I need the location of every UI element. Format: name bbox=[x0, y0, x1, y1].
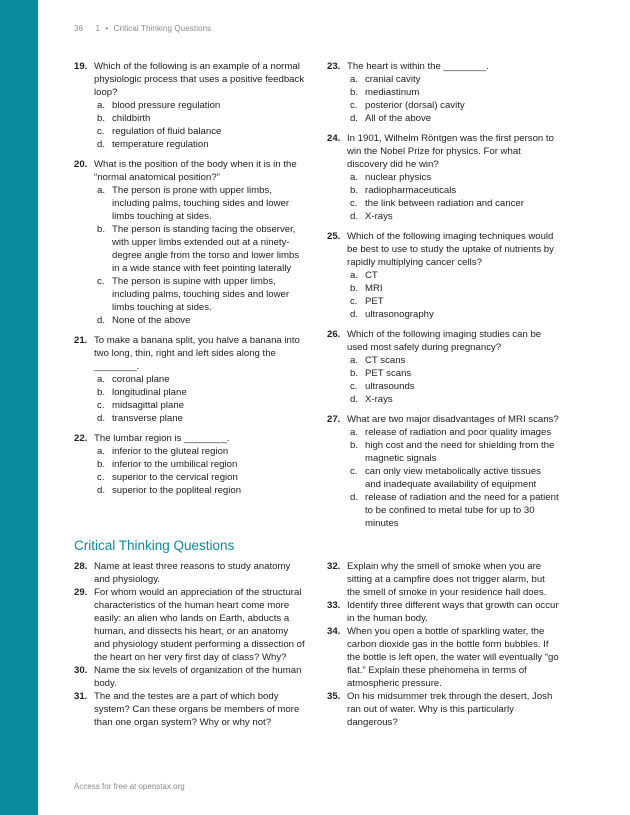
option-letter: d. bbox=[350, 309, 359, 320]
option-text: coronal plane bbox=[112, 374, 170, 385]
question-number: 32. bbox=[327, 561, 341, 572]
option-letter: c. bbox=[350, 296, 358, 307]
answer-option bbox=[94, 99, 306, 112]
option-letter: c. bbox=[350, 466, 358, 477]
option-text: mediastinum bbox=[365, 87, 420, 98]
question-text: The heart is within the ________. bbox=[347, 61, 489, 72]
answer-option bbox=[94, 399, 306, 412]
option-letter: b. bbox=[97, 224, 106, 235]
option-text: blood pressure regulation bbox=[112, 100, 221, 111]
answer-options bbox=[347, 354, 559, 406]
critical-questions-left bbox=[74, 560, 306, 729]
answer-option bbox=[94, 184, 306, 223]
question-text: For whom would an appreciation of the structural characteristics of the human heart come more easily: an alien who lands on Earth, abducts a human, and dissects his heart, or an anatomy and physiology student performing a dissection of the heart on her very first day of class? Why? bbox=[94, 587, 305, 663]
option-letter: c. bbox=[97, 400, 105, 411]
answer-option bbox=[347, 282, 559, 295]
question-number: 34. bbox=[327, 626, 341, 637]
option-letter: a. bbox=[97, 100, 106, 111]
option-text: childbirth bbox=[112, 113, 151, 124]
question-number: 31. bbox=[74, 691, 88, 702]
answer-options bbox=[94, 445, 306, 497]
page-number: 36 bbox=[74, 24, 84, 33]
answer-option bbox=[94, 373, 306, 386]
answer-option bbox=[347, 465, 559, 491]
question-number: 23. bbox=[327, 61, 341, 72]
answer-option bbox=[347, 295, 559, 308]
question-text: Name at least three reasons to study anatomy and physiology. bbox=[94, 561, 291, 585]
answer-option bbox=[94, 471, 306, 484]
question-item bbox=[327, 132, 559, 223]
answer-options bbox=[94, 184, 306, 327]
option-letter: c. bbox=[350, 381, 358, 392]
question-item bbox=[327, 60, 559, 125]
question-number: 21. bbox=[74, 335, 88, 346]
option-text: superior to the popliteal region bbox=[112, 485, 242, 496]
question-text: Which of the following imaging techniques would be best to use to study the uptake of nutrients by rapidly multiplying cancer cells? bbox=[347, 231, 554, 268]
answer-option bbox=[347, 269, 559, 282]
question-text: Identify three different ways that growth can occur in the human body. bbox=[347, 600, 559, 624]
option-letter: d. bbox=[97, 139, 106, 150]
option-text: can only view metabolically active tissues and inadequate availability of equipment bbox=[365, 466, 541, 490]
option-text: CT bbox=[365, 270, 378, 281]
option-letter: d. bbox=[97, 485, 106, 496]
option-letter: b. bbox=[350, 185, 359, 196]
header-bullet: • bbox=[105, 24, 109, 33]
question-text: When you open a bottle of sparkling water, the carbon dioxide gas in the bottle form bubbles. If the bottle is left open, the water will eventually “go flat.” Explain these phenomena in terms of atmospheric pressure. bbox=[347, 626, 559, 689]
question-number: 22. bbox=[74, 433, 88, 444]
question-text: The lumbar region is ________. bbox=[94, 433, 230, 444]
answer-option bbox=[347, 426, 559, 439]
question-text: In 1901, Wilhelm Röntgen was the first person to win the Nobel Prize for physics. For what discovery did he win? bbox=[347, 133, 554, 170]
section-name: Critical Thinking Questions bbox=[113, 24, 212, 33]
critical-questions-right bbox=[327, 560, 559, 729]
running-header bbox=[74, 24, 211, 33]
option-text: inferior to the umbilical region bbox=[112, 459, 238, 470]
answer-option bbox=[347, 393, 559, 406]
option-text: None of the above bbox=[112, 315, 191, 326]
answer-option bbox=[94, 138, 306, 151]
option-text: The person is prone with upper limbs, including palms, touching sides and lower limbs touching at sides. bbox=[112, 185, 290, 222]
question-text: To make a banana split, you halve a banana into two long, thin, right and left sides along the ________. bbox=[94, 335, 300, 372]
option-letter: a. bbox=[97, 446, 106, 457]
option-letter: b. bbox=[97, 113, 106, 124]
answer-options bbox=[94, 373, 306, 425]
answer-option bbox=[347, 184, 559, 197]
question-item bbox=[74, 334, 306, 425]
option-text: midsagittal plane bbox=[112, 400, 184, 411]
question-text: Name the six levels of organization of the human body. bbox=[94, 665, 302, 689]
option-letter: a. bbox=[97, 185, 106, 196]
option-letter: d. bbox=[97, 413, 106, 424]
option-text: X-rays bbox=[365, 211, 393, 222]
option-text: X-rays bbox=[365, 394, 393, 405]
option-letter: a. bbox=[97, 374, 106, 385]
option-text: ultrasonography bbox=[365, 309, 434, 320]
option-text: longitudinal plane bbox=[112, 387, 187, 398]
option-letter: d. bbox=[97, 315, 106, 326]
answer-option bbox=[347, 112, 559, 125]
option-letter: a. bbox=[350, 172, 359, 183]
question-item bbox=[74, 664, 306, 690]
question-number: 35. bbox=[327, 691, 341, 702]
question-number: 28. bbox=[74, 561, 88, 572]
option-text: release of radiation and poor quality images bbox=[365, 427, 552, 438]
answer-option bbox=[347, 308, 559, 321]
option-letter: c. bbox=[97, 126, 105, 137]
answer-option bbox=[347, 491, 559, 530]
side-color-bar bbox=[0, 0, 38, 815]
answer-options bbox=[347, 73, 559, 125]
option-text: radiopharmaceuticals bbox=[365, 185, 457, 196]
option-text: CT scans bbox=[365, 355, 406, 366]
option-letter: d. bbox=[350, 492, 359, 503]
option-letter: b. bbox=[350, 440, 359, 451]
answer-option bbox=[94, 445, 306, 458]
answer-option bbox=[347, 354, 559, 367]
option-letter: a. bbox=[350, 270, 359, 281]
option-text: temperature regulation bbox=[112, 139, 209, 150]
answer-option bbox=[347, 171, 559, 184]
option-letter: c. bbox=[350, 100, 358, 111]
question-item bbox=[74, 60, 306, 151]
answer-option bbox=[94, 112, 306, 125]
answer-option bbox=[94, 125, 306, 138]
option-text: superior to the cervical region bbox=[112, 472, 238, 483]
question-text: Which of the following is an example of a normal physiologic process that uses a positive feedback loop? bbox=[94, 61, 305, 98]
option-text: cranial cavity bbox=[365, 74, 421, 85]
answer-option bbox=[94, 412, 306, 425]
option-text: transverse plane bbox=[112, 413, 183, 424]
question-item bbox=[327, 690, 559, 729]
question-number: 29. bbox=[74, 587, 88, 598]
question-text: Which of the following imaging studies can be used most safely during pregnancy? bbox=[347, 329, 542, 353]
question-text: What is the position of the body when it is in the “normal anatomical position?” bbox=[94, 159, 297, 183]
option-text: MRI bbox=[365, 283, 383, 294]
page-footer: Access for free at openstax.org bbox=[74, 782, 185, 791]
option-letter: d. bbox=[350, 113, 359, 124]
question-item bbox=[74, 432, 306, 497]
question-item bbox=[74, 560, 306, 586]
option-letter: b. bbox=[350, 368, 359, 379]
question-text: On his midsummer trek through the desert, Josh ran out of water. Why is this particularly dangerous? bbox=[347, 691, 553, 728]
option-letter: c. bbox=[97, 472, 105, 483]
question-number: 24. bbox=[327, 133, 341, 144]
review-questions-left bbox=[74, 60, 306, 504]
answer-option bbox=[347, 367, 559, 380]
answer-option bbox=[94, 223, 306, 275]
review-questions-right bbox=[327, 60, 559, 537]
option-letter: c. bbox=[97, 276, 105, 287]
question-item bbox=[327, 230, 559, 321]
option-letter: b. bbox=[97, 387, 106, 398]
question-number: 19. bbox=[74, 61, 88, 72]
option-letter: d. bbox=[350, 211, 359, 222]
option-text: the link between radiation and cancer bbox=[365, 198, 524, 209]
answer-options bbox=[347, 426, 559, 530]
option-letter: a. bbox=[350, 355, 359, 366]
option-text: The person is standing facing the observer, with upper limbs extended out at a ninety-degree angle from the torso and lower limbs in a wide stance with feet pointing laterally bbox=[112, 224, 300, 274]
critical-thinking-heading: Critical Thinking Questions bbox=[74, 538, 235, 553]
answer-option bbox=[347, 380, 559, 393]
answer-option bbox=[347, 210, 559, 223]
option-letter: a. bbox=[350, 427, 359, 438]
question-text: Explain why the smell of smoke when you are sitting at a campfire does not trigger alarm, but the smell of smoke in your residence hall does. bbox=[347, 561, 547, 598]
question-item bbox=[74, 158, 306, 327]
answer-option bbox=[94, 314, 306, 327]
question-number: 27. bbox=[327, 414, 341, 425]
option-text: inferior to the gluteal region bbox=[112, 446, 229, 457]
answer-option bbox=[347, 86, 559, 99]
option-text: ultrasounds bbox=[365, 381, 415, 392]
chapter-number: 1 bbox=[95, 24, 100, 33]
option-letter: b. bbox=[350, 283, 359, 294]
answer-options bbox=[347, 171, 559, 223]
question-number: 20. bbox=[74, 159, 88, 170]
option-text: All of the above bbox=[365, 113, 432, 124]
question-number: 25. bbox=[327, 231, 341, 242]
option-text: high cost and the need for shielding from the magnetic signals bbox=[365, 440, 555, 464]
answer-option bbox=[347, 99, 559, 112]
question-text: What are two major disadvantages of MRI scans? bbox=[347, 414, 559, 425]
answer-option bbox=[347, 197, 559, 210]
answer-options bbox=[94, 99, 306, 151]
answer-options bbox=[347, 269, 559, 321]
question-item bbox=[327, 328, 559, 406]
option-text: The person is supine with upper limbs, including palms, touching sides and lower limbs touching at sides. bbox=[112, 276, 290, 313]
question-item bbox=[327, 625, 559, 690]
option-letter: b. bbox=[97, 459, 106, 470]
option-letter: c. bbox=[350, 198, 358, 209]
question-item bbox=[327, 560, 559, 599]
option-text: release of radiation and the need for a patient to be confined to metal tube for up to 30 minutes bbox=[365, 492, 559, 529]
option-letter: a. bbox=[350, 74, 359, 85]
answer-option bbox=[94, 275, 306, 314]
question-number: 30. bbox=[74, 665, 88, 676]
answer-option bbox=[94, 458, 306, 471]
option-text: posterior (dorsal) cavity bbox=[365, 100, 465, 111]
option-text: nuclear physics bbox=[365, 172, 432, 183]
option-text: PET scans bbox=[365, 368, 412, 379]
question-item bbox=[327, 599, 559, 625]
question-number: 33. bbox=[327, 600, 341, 611]
option-text: PET bbox=[365, 296, 384, 307]
answer-option bbox=[347, 439, 559, 465]
option-letter: b. bbox=[350, 87, 359, 98]
question-item bbox=[74, 690, 306, 729]
option-text: regulation of fluid balance bbox=[112, 126, 222, 137]
answer-option bbox=[94, 386, 306, 399]
question-text: The and the testes are a part of which body system? Can these organs be members of more than one organ system? Why or why not? bbox=[94, 691, 300, 728]
question-item bbox=[74, 586, 306, 664]
question-item bbox=[327, 413, 559, 530]
answer-option bbox=[347, 73, 559, 86]
question-number: 26. bbox=[327, 329, 341, 340]
option-letter: d. bbox=[350, 394, 359, 405]
answer-option bbox=[94, 484, 306, 497]
